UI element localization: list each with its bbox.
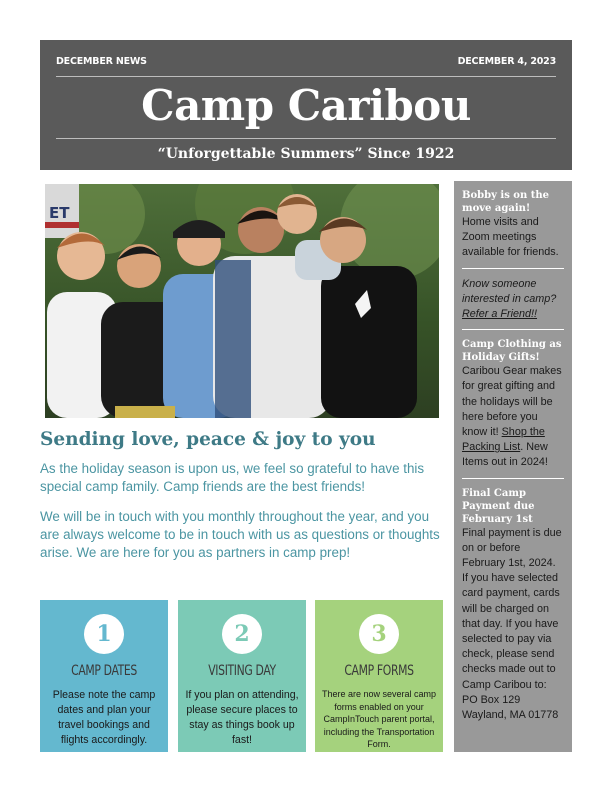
masthead-divider-bottom <box>56 138 556 139</box>
card-number-badge: 3 <box>359 614 399 654</box>
sidebar-text: . New Items out in 2024! <box>462 441 548 469</box>
shop-packing-list-link[interactable]: Shop the Packing List <box>462 426 545 454</box>
card-text: Please note the camp dates and plan your travel bookings and flights accordingly. <box>52 689 156 746</box>
sidebar-divider <box>462 329 564 330</box>
sidebar-text: Home visits and Zoom meetings available for friends. <box>462 216 559 259</box>
card-text: There are now several camp forms enabled on your CampInTouch parent portal, including the Transportation Form. <box>321 689 437 749</box>
article-paragraph-2: We will be in touch with you monthly throughout the year, and you are always welcome to be in touch with us as questions or thoughts arise. We are here for you as partners in camp prep! <box>40 509 440 560</box>
issue-label: DECEMBER NEWS <box>56 56 147 67</box>
campers-group-photo <box>45 184 439 418</box>
sidebar-section-payment <box>462 487 564 724</box>
sidebar-text: Caribou Gear makes for great gifting and the holidays will be here before you know it! <box>462 365 562 439</box>
article-headline: Sending love, peace & joy to you <box>40 429 376 450</box>
sidebar <box>454 181 572 752</box>
sidebar-heading: Camp Clothing as Holiday Gifts! <box>462 339 562 364</box>
card-number-badge: 2 <box>222 614 262 654</box>
sidebar-section-referral <box>462 277 564 323</box>
mailing-address-line-2: Wayland, MA 01778 <box>462 709 559 722</box>
mailing-address-line-1: PO Box 129 <box>462 693 521 706</box>
masthead <box>40 40 572 170</box>
card-title: VISITING DAY <box>208 663 276 679</box>
sidebar-divider <box>462 268 564 269</box>
issue-date: DECEMBER 4, 2023 <box>457 56 556 67</box>
sidebar-text: Final payment is due on or before February 1st, 2024. If you have selected card payment, cards will be charged on that day. If you have selected to pay via check, please send checks made out to Camp Caribou to: <box>462 526 562 691</box>
sidebar-heading: Bobby is on the move again! <box>462 190 549 214</box>
article-paragraph-1: As the holiday season is upon us, we feel so grateful to have this special camp family. Camp friends are the best friends! <box>40 461 425 494</box>
newsletter-title: Camp Caribou <box>141 81 471 130</box>
sidebar-divider <box>462 478 564 479</box>
refer-a-friend-link[interactable]: Refer a Friend!! <box>462 308 538 321</box>
card-title: CAMP FORMS <box>344 663 414 679</box>
card-camp-forms <box>315 600 443 752</box>
sidebar-text: Know someone interested in camp? <box>462 277 557 305</box>
sidebar-section-bobby <box>462 189 564 261</box>
card-number-badge: 1 <box>84 614 124 654</box>
photo-sign-text: ET <box>49 204 70 222</box>
card-text: If you plan on attending, please secure places to stay as things book up fast! <box>185 689 299 746</box>
sidebar-paragraph <box>462 364 564 470</box>
sidebar-heading: Final Camp Payment due February 1st <box>462 487 535 525</box>
newsletter-tagline: “Unforgettable Summers” Since 1922 <box>157 146 455 162</box>
card-camp-dates <box>40 600 168 752</box>
masthead-divider-top <box>56 76 556 77</box>
card-visiting-day <box>178 600 306 752</box>
card-title: CAMP DATES <box>71 663 137 679</box>
sidebar-section-clothing <box>462 338 564 470</box>
